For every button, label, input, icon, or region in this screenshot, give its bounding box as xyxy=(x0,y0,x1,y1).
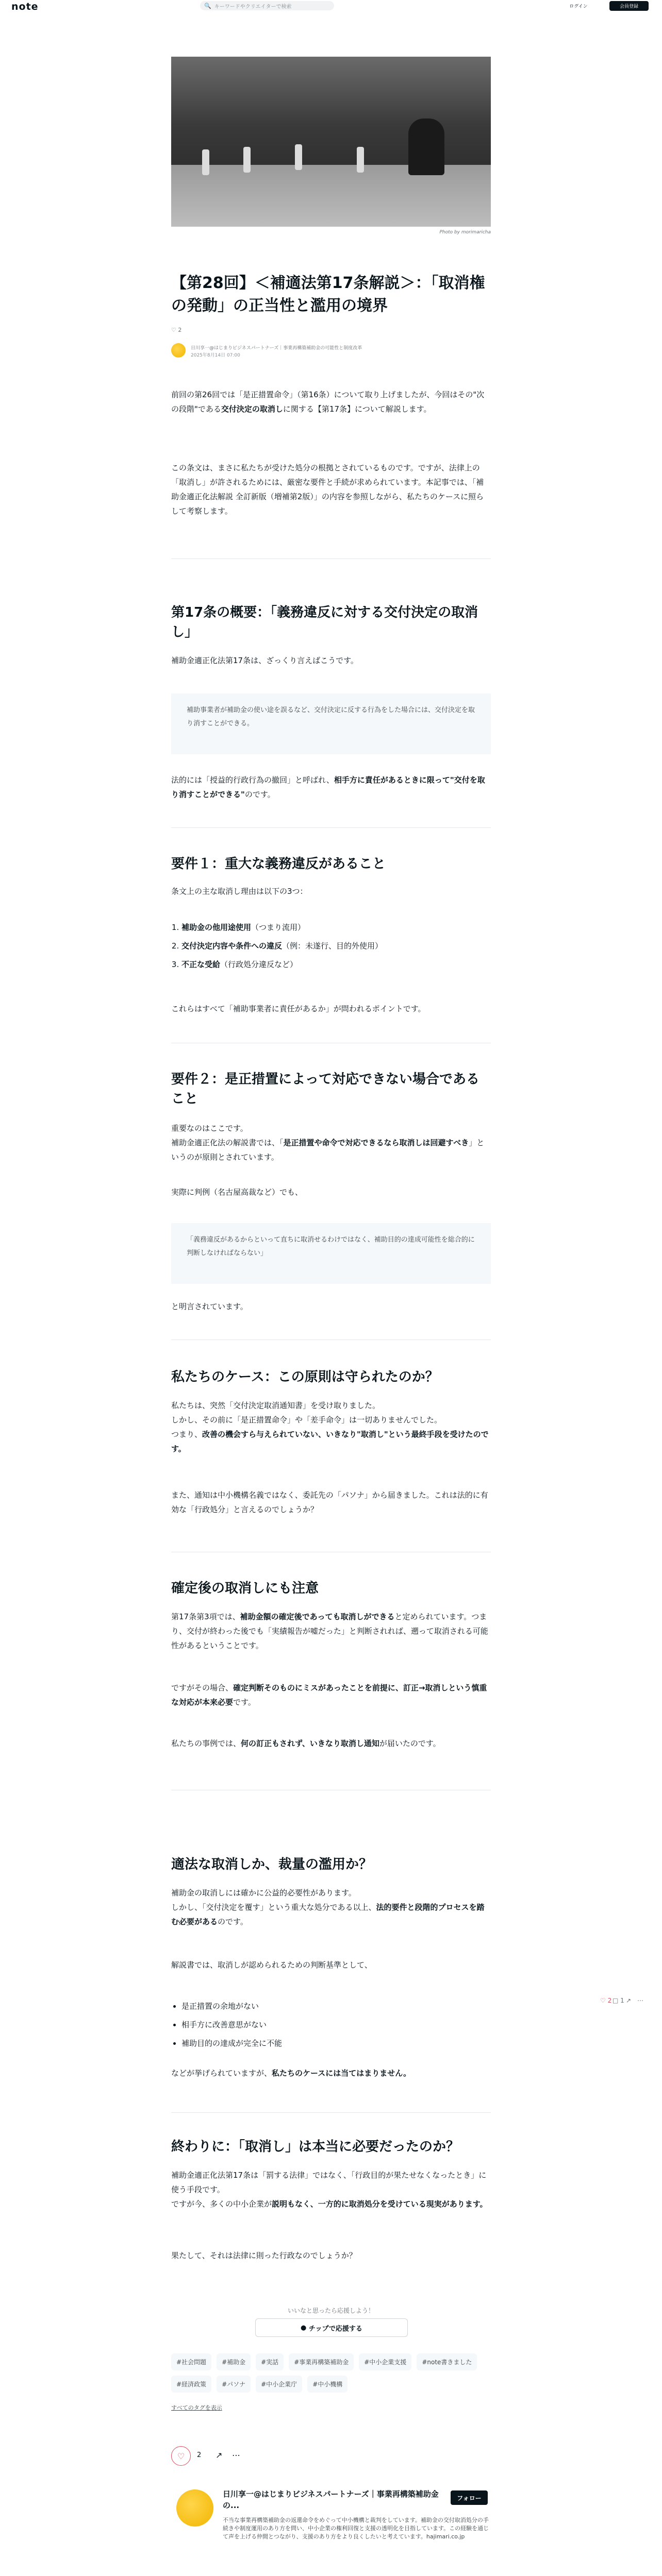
s6-paragraph-3: などが挙げられていますが、私たちのケースには当てはまりません。 xyxy=(171,2069,411,2078)
s2-paragraph-2: これらはすべて「補助事業者に責任があるか」が問われるポイントです。 xyxy=(171,1004,426,1013)
share-icon[interactable]: ↗ xyxy=(626,1997,632,2004)
global-header xyxy=(0,0,662,12)
intro-paragraph-2: この条文は、まさに私たちが受けた処分の根拠とされているものです。ですが、法律上の「取消し」が許されるためには、厳密な要件と手続が求められています。本記事では、「補助金適正化法解説 全訂新版（増補第2版）」の内容を参照しながら、私たちのケースに照らして考察します。 xyxy=(171,463,484,516)
side-comment-count: 1 xyxy=(620,1997,624,2004)
side-comment-button[interactable]: □ 1 xyxy=(613,1997,624,2004)
section-heading-1: 第17条の概要：「義務違反に対する交付決定の取消し」 xyxy=(171,605,478,640)
divider xyxy=(171,827,491,828)
heart-icon: ♡ xyxy=(177,2451,185,2461)
login-button[interactable]: ログイン xyxy=(569,4,588,9)
like-count: 2 xyxy=(197,2451,202,2459)
s3-paragraph-2: 実際に判例（名古屋高裁など）でも、 xyxy=(171,1188,303,1197)
list-item: 2. 交付決定内容や条件への違反（例：未遂行、目的外使用） xyxy=(181,937,501,955)
side-like-button[interactable]: ♡ 2 xyxy=(600,1997,612,2004)
tag[interactable]: #中小機構 xyxy=(307,2376,347,2393)
tag[interactable]: #社会問題 xyxy=(171,2353,211,2370)
s3-paragraph-3: と明言されています。 xyxy=(171,1302,248,1311)
s2-requirement-list xyxy=(171,918,501,974)
hero-stool xyxy=(295,144,302,170)
search-icon: 🔍 xyxy=(204,2,211,9)
intro-paragraph-1: 前回の第26回では「是正措置命令」（第16条）について取り上げましたが、今回はその"次の段階"である交付決定の取消しに関する【第17条】について解説します。 xyxy=(171,390,485,414)
more-icon[interactable]: ⋯ xyxy=(637,1997,643,2004)
s6-criteria-list xyxy=(171,1997,501,2053)
section-heading-6: 適法な取消しか、裁量の濫用か？ xyxy=(171,1857,373,1872)
tag[interactable]: #補助金 xyxy=(217,2353,251,2370)
divider xyxy=(171,2112,491,2113)
s6-paragraph-2: 解説書では、取消しが認められるための判断基準として、 xyxy=(171,1960,372,1970)
article-title: 【第28回】＜補適法第17条解説＞：「取消権の発動」の正当性と濫用の境界 xyxy=(171,274,485,315)
section-heading-3: 要件２：是正措置によって対応できない場合であること xyxy=(171,1072,480,1107)
divider xyxy=(171,558,491,559)
section-heading-5: 確定後の取消しにも注意 xyxy=(171,1581,319,1596)
share-icon[interactable]: ↗ xyxy=(216,2450,223,2460)
all-tags-link[interactable]: すべてのタグを表示 xyxy=(171,2404,222,2411)
profile-avatar[interactable] xyxy=(176,2489,213,2527)
s1-paragraph-2: 法的には「授益的行政行為の撤回」と呼ばれ、相手方に責任があるときに限って"交付を取り消すことができる"のです。 xyxy=(171,775,485,799)
s3-quote: 「義務違反があるからといって直ちに取消せるわけではなく、補助目的の達成可能性を総合的に判断しなければならない」 xyxy=(171,1223,491,1284)
s7-paragraph-1: 補助金適正化法第17条は「罰する法律」ではなく、「行政目的が果たせなくなったとき」に使う手段です。 ですが今、多くの中小企業が説明もなく、一方的に取消処分を受けている現実があります。 xyxy=(171,2171,488,2209)
list-item: • 是正措置の余地がない xyxy=(181,1997,501,2015)
side-like-count: 2 xyxy=(607,1997,612,2004)
list-item: 3. 不正な受給（行政処分違反など） xyxy=(181,955,501,974)
author-row xyxy=(171,342,491,360)
s2-paragraph-1: 条文上の主な取消し理由は以下の3つ： xyxy=(171,887,308,896)
s3-paragraph-1: 重要なのはここです。 補助金適正化法の解説書では、「是正措置や命令で対応できるなら取消しは回避すべき」というのが原則とされています。 xyxy=(171,1124,485,1162)
tag-list xyxy=(171,2353,491,2393)
s7-paragraph-2: 果たして、それは法律に則った行政なのでしょうか？ xyxy=(171,2251,357,2260)
s5-paragraph-2: ですがその場合、確定判断そのものにミスがあったことを前提に、訂正→取消しという慎重な対応が本来必要です。 xyxy=(171,1683,487,1707)
profile-name[interactable]: 日川享一@はじまりビジネスパートナーズ｜事業再構築補助金の... xyxy=(223,2489,439,2510)
list-item: • 補助目的の達成が完全に不能 xyxy=(181,2034,501,2053)
publish-date: 2025年8月14日 07:00 xyxy=(191,353,240,358)
hero-stool xyxy=(243,147,251,173)
author-name[interactable]: 日川享一@はじまりビジネスパートナーズ｜事業再構築補助金の可能性と制度改革 xyxy=(191,346,362,351)
s4-paragraph-1: 私たちは、突然「交付決定取消通知書」を受け取りました。 しかし、その前に「是正措置命令」や「差手命令」は一切ありませんでした。 つまり、改善の機会すら与えられていない、いきなり"取消し"という最終手段を受けたのです。 xyxy=(171,1401,489,1453)
hero-person xyxy=(408,118,444,175)
s6-paragraph-1: 補助金の取消しには確かに公益的必要性があります。 しかし、「交付決定を覆す」という重大な処分である以上、法的要件と段階的プロセスを踏む必要があるのです。 xyxy=(171,1888,485,1926)
tag[interactable]: #中小企業庁 xyxy=(256,2376,302,2393)
signup-button[interactable]: 会員登録 xyxy=(609,1,649,11)
like-button[interactable] xyxy=(171,2446,191,2466)
tag[interactable]: #パソナ xyxy=(217,2376,251,2393)
section-heading-7: 終わりに：「取消し」は本当に必要だったのか？ xyxy=(171,2139,460,2155)
s4-paragraph-2: また、通知は中小機構名義ではなく、委託先の「パソナ」から届きました。これは法的に有効な「行政処分」と言えるのでしょうか？ xyxy=(171,1490,488,1514)
hero-stool xyxy=(202,149,209,175)
s5-paragraph-3: 私たちの事例では、何の訂正もされず、いきなり取消し通知が届いたのです。 xyxy=(171,1739,441,1748)
hero-image xyxy=(171,57,491,227)
author-avatar[interactable] xyxy=(171,343,186,358)
list-item: • 相手方に改善意思がない xyxy=(181,2015,501,2034)
list-item: 1. 補助金の他用途使用（つまり流用） xyxy=(181,918,501,937)
s1-paragraph-1: 補助金適正化法第17条は、ざっくり言えばこうです。 xyxy=(171,656,358,665)
section-heading-2: 要件１：重大な義務違反があること xyxy=(171,856,386,872)
hero-caption: Photo by morimaricha xyxy=(439,230,491,235)
author-profile xyxy=(171,2483,491,2550)
tip-button-label: チップで応援する xyxy=(308,2325,362,2333)
tag[interactable]: #実話 xyxy=(256,2353,284,2370)
search-placeholder: キーワードやクリエイターで検索 xyxy=(214,4,292,10)
tag[interactable]: #経済政策 xyxy=(171,2376,211,2393)
tag[interactable]: #note書きました xyxy=(417,2353,477,2370)
tip-button[interactable]: ● チップで応援する xyxy=(255,2318,408,2337)
note-logo[interactable]: note xyxy=(11,1,39,12)
s5-paragraph-1: 第17条第3項では、補助金額の確定後であっても取消しができると定められています。つまり、交付が終わった後でも「実績報告が嘘だった」と判断されれば、遡って取消される可能性があるということです。 xyxy=(171,1612,488,1650)
article-actions xyxy=(171,2446,491,2467)
more-icon[interactable]: ⋯ xyxy=(232,2450,240,2460)
section-heading-4: 私たちのケース：この原則は守られたのか？ xyxy=(171,1369,439,1385)
tag[interactable]: #事業再構築補助金 xyxy=(289,2353,354,2370)
support-label: いいなと思ったら応援しよう！ xyxy=(287,2307,374,2314)
top-like-count[interactable]: ♡ 2 xyxy=(171,327,182,333)
tag[interactable]: #中小企業支援 xyxy=(359,2353,411,2370)
hero-stool xyxy=(357,147,364,173)
s1-quote: 補助事業者が補助金の使い途を誤るなど、交付決定に反する行為をした場合には、交付決定を取り消すことができる。 xyxy=(171,693,491,754)
follow-button[interactable]: フォロー xyxy=(451,2490,488,2505)
profile-bio: 不当な事業再構築補助金の返還命令をめぐって中小機構と裁判をしています。補助金の交付取消処分の手続きや制度運用のあり方を問い、中小企業の権利回復と支援の透明化を目指しています。この経験を通じて声を上げる仲間とつながり、支援のあり方をより良くしたいと考えています。hajimari.co.jp xyxy=(223,2517,489,2540)
like-count: 2 xyxy=(178,327,182,333)
search-input[interactable] xyxy=(200,1,334,10)
